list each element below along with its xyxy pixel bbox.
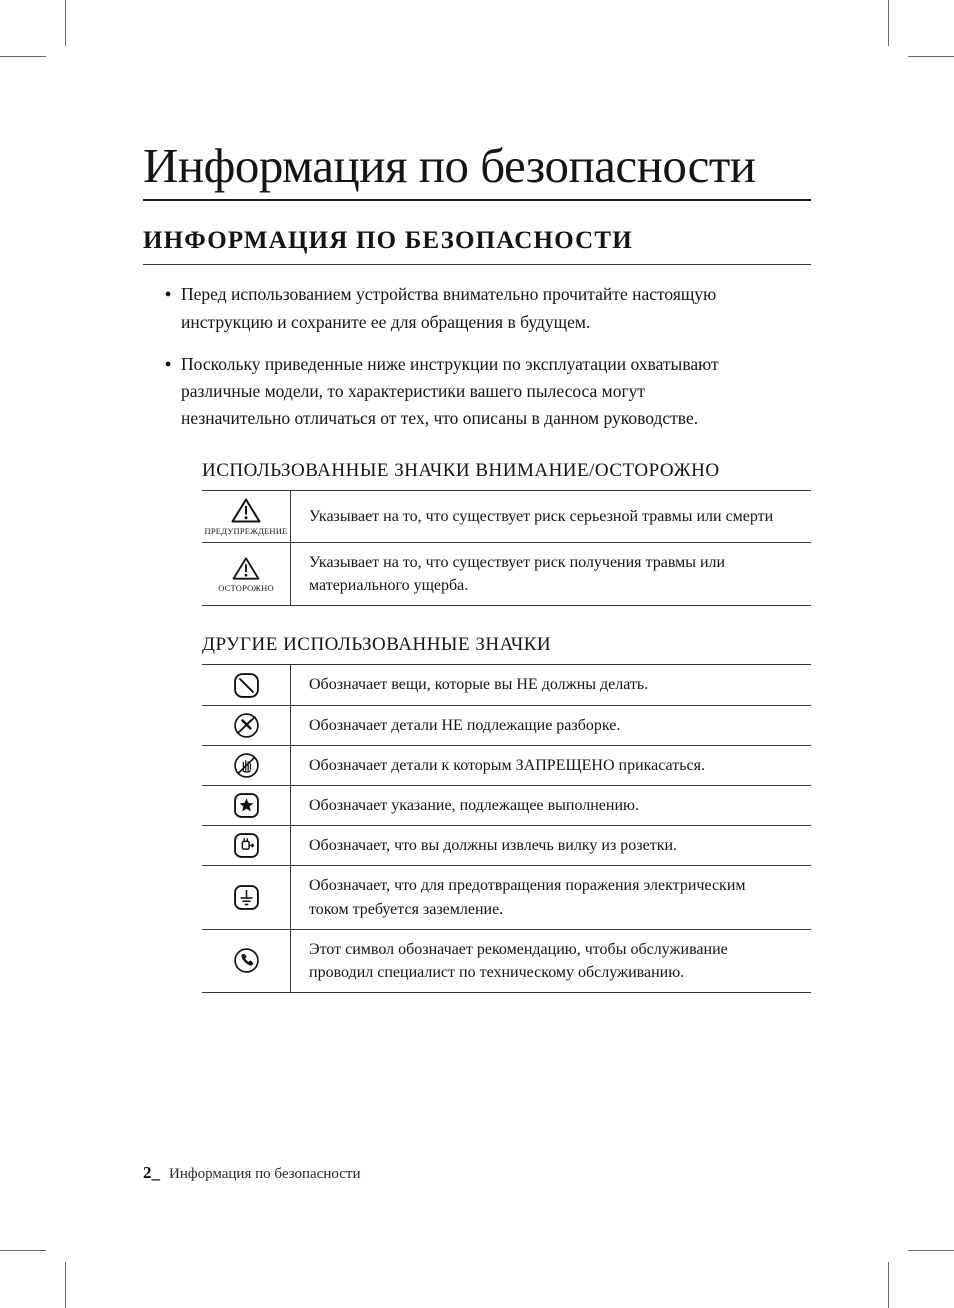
crop-mark [908,1250,954,1251]
row-text: Указывает на то, что существует риск серьезной травмы или смерти [309,507,774,525]
title-rule [143,199,811,201]
row-text: Этот символ обозначает рекомендацию, чтобы обслуживание проводил специалист по техническому обслуживанию. [309,940,728,981]
row-text: Указывает на то, что существует риск получения травмы или материального ущерба. [309,554,726,595]
warning-triangle-icon [230,497,262,524]
follow-instruction-icon [233,792,260,819]
warning-icons-title: ИСПОЛЬЗОВАННЫЕ ЗНАЧКИ ВНИМАНИЕ/ОСТОРОЖНО [202,460,811,491]
row-text: Обозначает детали НЕ подлежащие разборке. [309,716,621,734]
row-text-cell [291,543,811,605]
row-text-cell [291,491,811,542]
crop-mark [888,1262,889,1308]
row-text: Обозначает детали к которым ЗАПРЕЩЕНО прикасаться. [309,756,705,774]
row-text-cell [291,706,811,745]
crop-mark [0,56,46,57]
section-title: ИНФОРМАЦИЯ ПО БЕЗОПАСНОСТИ [143,227,811,265]
row-text-cell [291,786,811,825]
warning-icons-section [202,460,811,606]
icon-cell [202,786,291,825]
icon-cell [202,866,291,928]
row-text: Обозначает указание, подлежащее выполнению. [309,797,639,814]
table-row [202,491,811,543]
crop-mark [65,1262,66,1308]
page-number: 2_ [143,1163,160,1182]
icon-cell [202,826,291,865]
icon-cell [202,746,291,785]
other-icons-title: ДРУГИЕ ИСПОЛЬЗОВАННЫЕ ЗНАЧКИ [202,634,811,665]
row-text-cell [291,826,811,865]
crop-mark [65,0,66,46]
unplug-icon [233,832,260,859]
table-row [202,706,811,746]
row-text-cell [291,665,811,704]
row-text-cell [291,866,811,928]
footer-label: Информация по безопасности [169,1166,361,1182]
table-row [202,866,811,929]
icon-label: ОСТОРОЖНО [218,582,274,593]
crop-mark [0,1250,46,1251]
table-row [202,543,811,606]
icon-cell [202,706,291,745]
row-text-cell [291,930,811,992]
page-content [143,0,811,993]
caution-triangle-icon [231,556,261,581]
crop-mark [908,56,954,57]
table-row [202,786,811,826]
crop-mark [888,0,889,46]
table-row [202,746,811,786]
ground-icon [233,884,260,911]
table-row [202,826,811,866]
do-not-touch-icon [233,752,260,779]
icon-cell [202,491,291,542]
row-text-cell [291,746,811,785]
bullet-item: • Поскольку приведенные ниже инструкции по эксплуатации охватывают различные модели, то характеристики вашего пылесоса могут незначительно отличаться от тех, что описаны в данном руководстве. [181,351,746,432]
do-not-icon [233,672,260,699]
do-not-disassemble-icon [233,712,260,739]
service-icon [233,947,260,974]
other-icons-section [202,634,811,993]
table-row [202,665,811,705]
icon-label: ПРЕДУПРЕЖДЕНИЕ [204,526,288,537]
page-footer [143,1163,360,1183]
icon-cell [202,543,291,605]
table-row [202,930,811,993]
page-title: Информация по безопасности [143,138,756,193]
row-text: Обозначает вещи, которые вы НЕ должны делать. [309,676,649,694]
intro-bullets [143,281,811,432]
bullet-item: • Перед использованием устройства внимательно прочитайте настоящую инструкцию и сохраните ее для обращения в будущем. [181,281,746,335]
row-text: Обозначает, что для предотвращения поражения электрическим током требуется заземление. [309,877,746,918]
row-text: Обозначает, что вы должны извлечь вилку из розетки. [309,837,678,855]
icon-cell [202,665,291,704]
icon-cell [202,930,291,992]
